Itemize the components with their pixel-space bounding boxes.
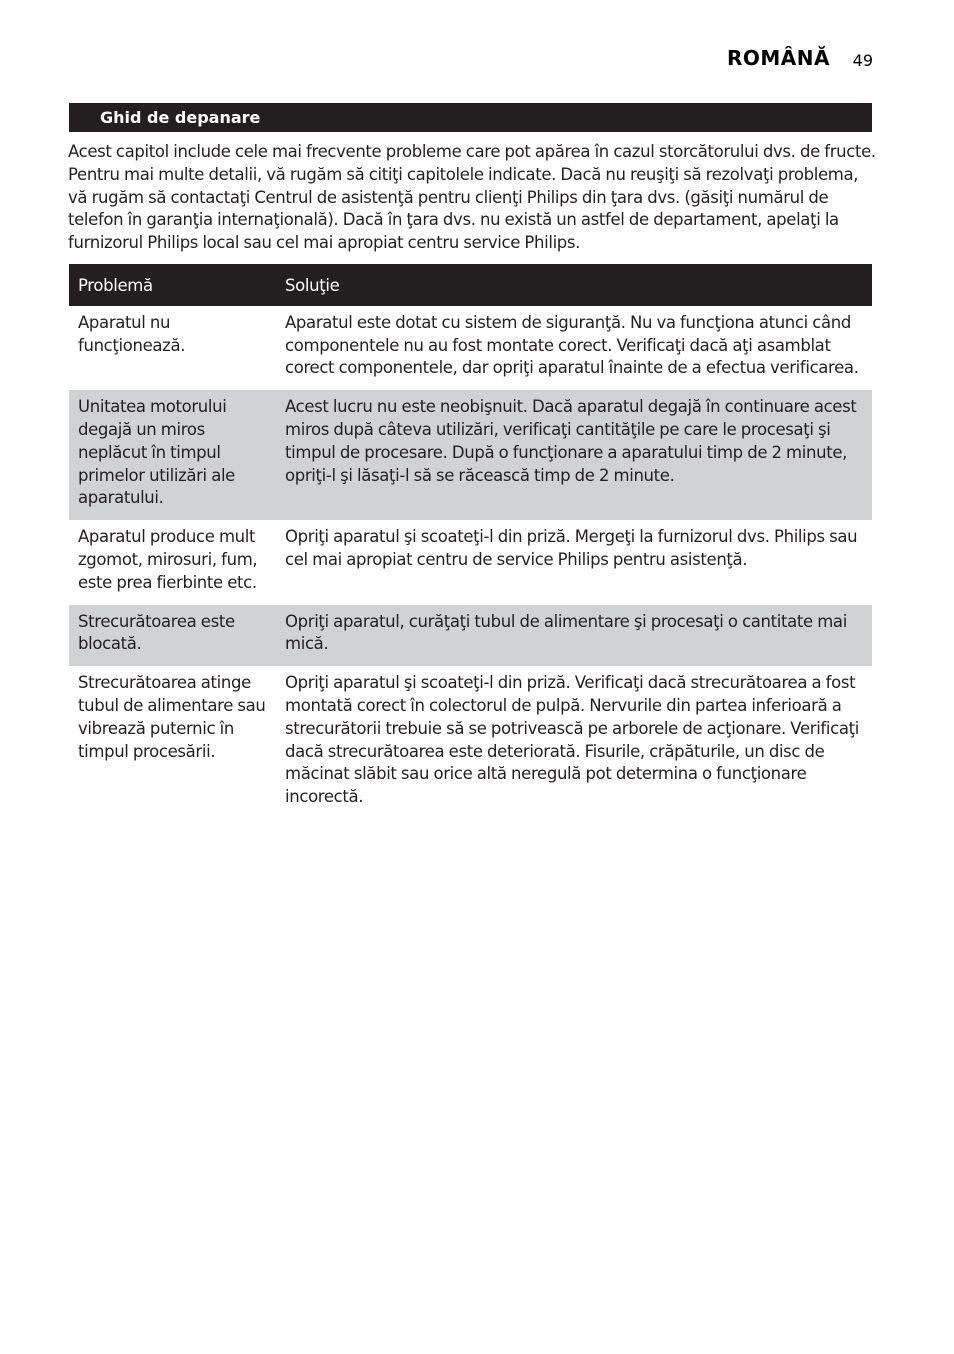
- troubleshooting-table: [69, 264, 872, 819]
- problem-cell: Unitatea motorului degajă un miros neplăcut în timpul primelor utilizări ale aparatului.: [78, 397, 235, 508]
- problem-cell: Aparatul nu funcţionează.: [78, 312, 186, 355]
- column-header-solution: Soluţie: [285, 276, 340, 295]
- table-row: [69, 520, 872, 604]
- solution-cell: Opriţi aparatul şi scoateţi-l din priză. Mergeţi la furnizorul dvs. Philips sau cel mai apropiat centru de service Philips pentru asistenţă.: [285, 527, 858, 569]
- intro-paragraph: Acest capitol include cele mai frecvente probleme care pot apărea în cazul storcătorului dvs. de fructe. Pentru mai multe detalii, vă rugăm să citiţi capitolele indicate. Dacă nu reuşiţi să rezolvaţi problema, vă rugăm să contactaţi Centrul de asistenţă pentru clienţi Philips din ţara dvs. (găsiţi numărul de telefon în garanţia internaţională). Dacă în ţara dvs. nu există un astfel de departament, apelaţi la furnizorul Philips local sau cel mai apropiat centru service Philips.: [68, 142, 876, 253]
- page-number: 49: [852, 51, 873, 70]
- column-header-problem: Problemă: [78, 276, 153, 295]
- solution-cell: Opriţi aparatul şi scoateţi-l din priză. Verificaţi dacă strecurătoarea a fost montată corect în colectorul de pulpă. Nervurile din partea inferioară a strecurătorii trebuie să se potrivească pe arborele de acţionare. Verificaţi dacă strecurătoarea este deteriorată. Fisurile, crăpăturile, un disc de măcinat slăbit sau orice altă neregulă pot determina o funcţionare incorectă.: [285, 673, 859, 807]
- problem-cell: Aparatul produce mult zgomot, mirosuri, fum, este prea fierbinte etc.: [78, 527, 258, 592]
- table-row: [69, 390, 872, 520]
- table-row: [69, 605, 872, 667]
- solution-cell: Acest lucru nu este neobişnuit. Dacă aparatul degajă în continuare acest miros după câteva utilizări, verificaţi cantităţile pe care le procesaţi şi timpul de procesare. După o funcţionare a aparatului timp de 2 minute, opriţi-l şi lăsaţi-l să se răcească timp de 2 minute.: [285, 397, 857, 485]
- solution-cell: Aparatul este dotat cu sistem de siguranţă. Nu va funcţiona atunci când componentele nu au fost montate corect. Verificaţi dacă aţi asamblat corect componentele, dar opriţi aparatul înainte de a efectua verificarea.: [285, 312, 859, 378]
- language-heading: ROMÂNĂ: [727, 46, 830, 70]
- section-title-bar: [69, 103, 872, 132]
- table-header-row: [69, 264, 872, 306]
- table-row: [69, 306, 872, 390]
- solution-cell: Opriţi aparatul, curăţaţi tubul de alimentare şi procesaţi o cantitate mai mică.: [285, 611, 847, 654]
- section-title: Ghid de depanare: [100, 108, 261, 127]
- problem-cell: Strecurătoarea atinge tubul de alimentare sau vibrează puternic în timpul procesării.: [78, 673, 266, 761]
- problem-cell: Strecurătoarea este blocată.: [78, 611, 235, 654]
- table-row: [69, 666, 872, 819]
